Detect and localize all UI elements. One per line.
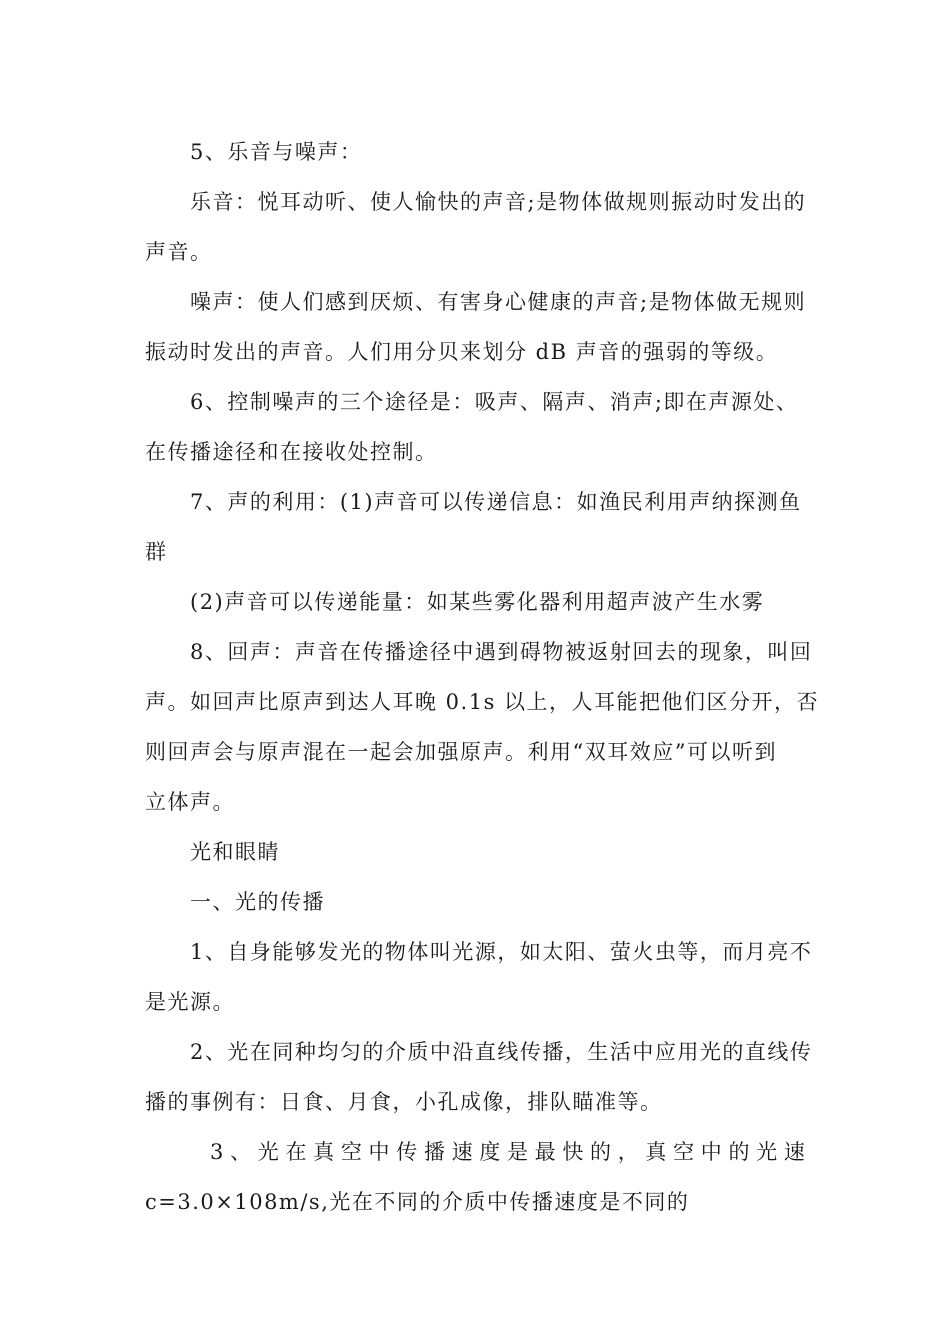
justified-char: 3 bbox=[210, 1140, 224, 1164]
justified-char: 空 bbox=[340, 1140, 362, 1164]
section-heading: 光和眼睛 bbox=[190, 840, 280, 864]
text-line: 在传播途径和在接收处控制。 bbox=[145, 440, 438, 464]
text-line: 立体声。 bbox=[145, 790, 235, 814]
text-line: 2、光在同种均匀的介质中沿直线传播，生活中应用光的直线传 bbox=[190, 1040, 813, 1064]
justified-char: 中 bbox=[700, 1140, 722, 1164]
text-line: 声。如回声比原声到达人耳晚 0.1s 以上，人耳能把他们区分开，否 bbox=[145, 690, 820, 714]
justified-text-line bbox=[210, 1137, 805, 1167]
justified-char: 的 bbox=[590, 1140, 611, 1164]
text-line: 是光源。 bbox=[145, 990, 235, 1014]
text-line: 7、声的利用：(1)声音可以传递信息：如渔民利用声纳探测鱼 bbox=[190, 490, 802, 514]
text-line: 播的事例有：日食、月食，小孔成像，排队瞄准等。 bbox=[145, 1090, 663, 1114]
justified-char: 最 bbox=[534, 1140, 556, 1164]
justified-char: 、 bbox=[230, 1140, 252, 1164]
text-line: c=3.0×108m/s,光在不同的介质中传播速度是不同的 bbox=[145, 1190, 690, 1214]
justified-char: 速 bbox=[783, 1140, 805, 1164]
text-line: 振动时发出的声音。人们用分贝来划分 dB 声音的强弱的等级。 bbox=[145, 340, 779, 364]
justified-char: 快 bbox=[562, 1140, 584, 1164]
justified-char: 传 bbox=[396, 1140, 418, 1164]
justified-char: 度 bbox=[479, 1140, 501, 1164]
justified-char: ， bbox=[617, 1140, 639, 1164]
text-line: 则回声会与原声混在一起会加强原声。利用“双耳效应”可以听到 bbox=[145, 740, 777, 764]
justified-char: 中 bbox=[368, 1140, 390, 1164]
justified-char: 播 bbox=[423, 1140, 445, 1164]
text-line: 6、控制噪声的三个途径是：吸声、隔声、消声;即在声源处、 bbox=[190, 390, 799, 414]
justified-char: 光 bbox=[756, 1140, 778, 1164]
justified-char: 光 bbox=[257, 1140, 279, 1164]
justified-char: 真 bbox=[645, 1140, 667, 1164]
text-line: 1、自身能够发光的物体叫光源，如太阳、萤火虫等，而月亮不 bbox=[190, 940, 813, 964]
text-line: 乐音：悦耳动听、使人愉快的声音;是物体做规则振动时发出的 bbox=[190, 190, 807, 214]
justified-char: 速 bbox=[451, 1140, 473, 1164]
justified-char: 空 bbox=[673, 1140, 695, 1164]
text-line: (2)声音可以传递能量：如某些雾化器利用超声波产生水雾 bbox=[190, 590, 765, 614]
subsection-heading: 一、光的传播 bbox=[190, 890, 325, 914]
text-line: 声音。 bbox=[145, 240, 213, 264]
justified-char: 在 bbox=[285, 1140, 307, 1164]
text-line: 群 bbox=[145, 540, 168, 564]
text-line: 5、乐音与噪声： bbox=[190, 140, 363, 164]
text-line: 8、回声：声音在传播途径中遇到碍物被返射回去的现象，叫回 bbox=[190, 640, 813, 664]
justified-char: 是 bbox=[506, 1140, 528, 1164]
justified-char: 真 bbox=[313, 1140, 335, 1164]
justified-char: 的 bbox=[728, 1140, 750, 1164]
text-line: 噪声：使人们感到厌烦、有害身心健康的声音;是物体做无规则 bbox=[190, 290, 807, 314]
